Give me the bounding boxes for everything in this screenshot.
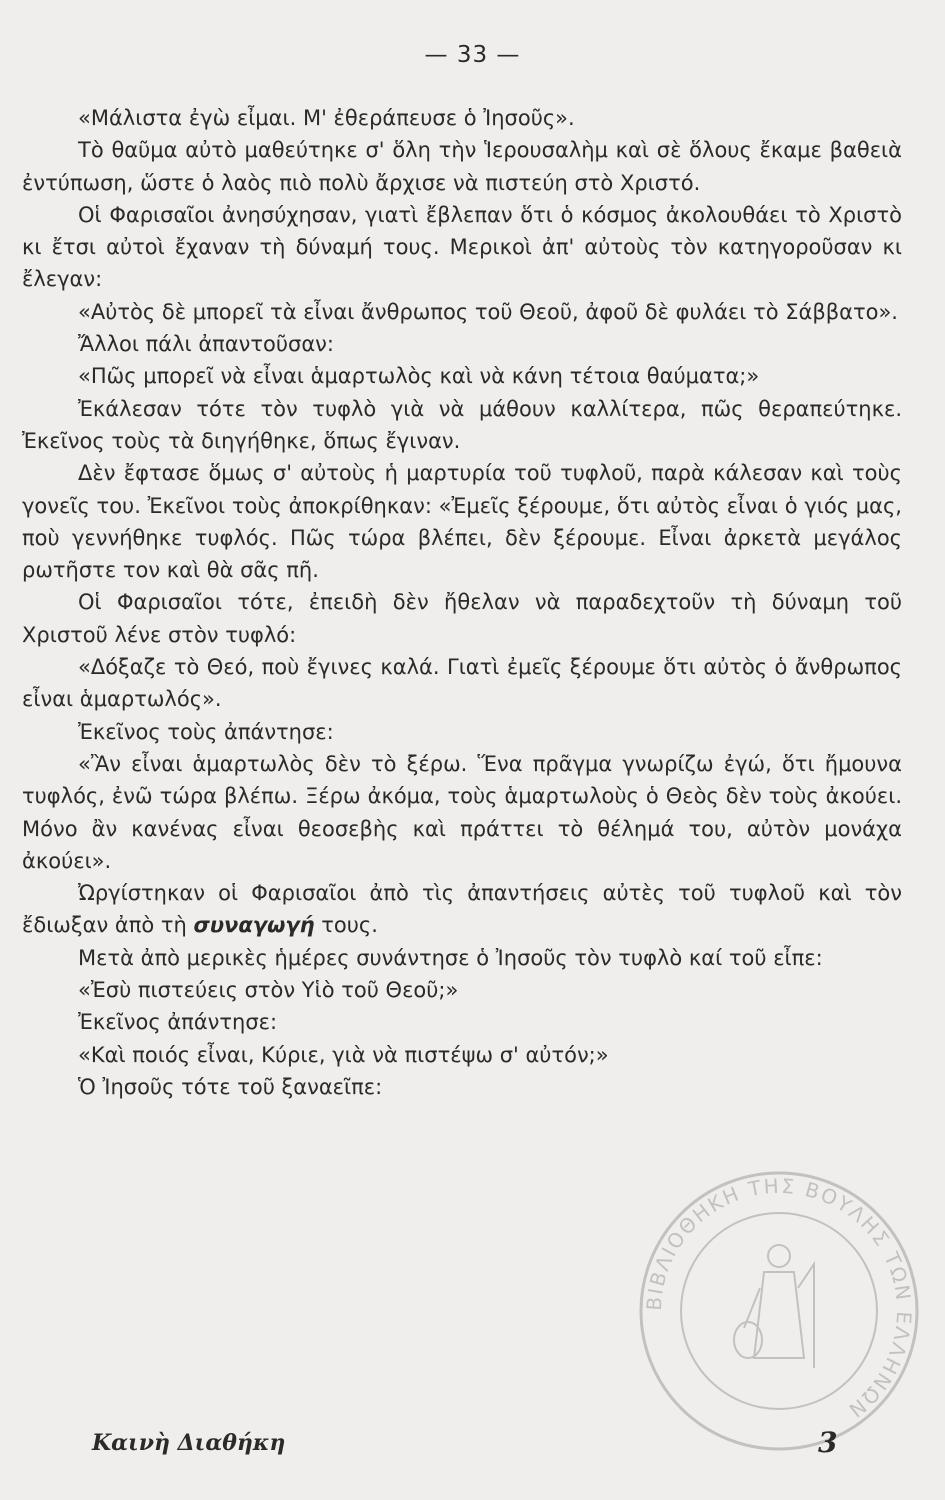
paragraph-3: Οἱ Φαρισαῖοι ἀνησύχησαν, γιατὶ ἔβλεπαν ὅτι ὁ κόσμος ἀκολουθάει τὸ Χριστὸ κι ἔτσι αὐτοὶ ἔχαναν τὴ δύναμή τους. Μερικοὶ ἀπ' αὐτοὺς τὸν κατηγοροῦσαν κι ἔλεγαν: bbox=[22, 202, 902, 292]
footer-signature: 3 bbox=[818, 1426, 838, 1459]
paragraph-13-start: Ὠργίστηκαν οἱ Φαρισαῖοι ἀπὸ τὶς ἀπαντήσεις αὐτὲς τοῦ τυφλοῦ καὶ τὸν ἔδιωξαν ἀπὸ τὴ bbox=[22, 881, 902, 938]
paragraph-9: Οἱ Φαρισαῖοι τότε, ἐπειδὴ δὲν ἤθελαν νὰ παραδεχτοῦν τὴ δύναμη τοῦ Χριστοῦ λένε στὸν τυφλό: bbox=[22, 590, 902, 647]
paragraph-4: «Αὐτὸς δὲ μπορεῖ τὰ εἶναι ἄνθρωπος τοῦ Θεοῦ, ἀφοῦ δὲ φυλάει τὸ Σάββατο». bbox=[78, 299, 898, 324]
paragraph-12: «Ἂν εἶναι ἁμαρτωλὸς δὲν τὸ ξέρω. Ἕνα πρᾶγμα γνωρίζω ἐγώ, ὅτι ἤμουνα τυφλός, ἐνῶ τώρα βλέπω. Ξέρω ἀκόμα, τοὺς ἁμαρτωλοὺς ὁ Θεὸς δὲν τοὺς ἀκούει. Μόνο ἂν κανένας εἶναι θεοσεβὴς καὶ πράττει τὸ θέλημά του, αὐτὸν μονάχα ἀκούει». bbox=[22, 751, 902, 873]
stamp-inner-ring bbox=[681, 1213, 877, 1409]
stamp-text-path: ΒΙΒΛΙΟΘΗΚΗ ΤΗΣ ΒΟΥΛΗΣ ΤΩΝ ΕΛΛΗΝΩΝ bbox=[641, 1173, 917, 1424]
paragraph-18: Ὁ Ἰησοῦς τότε τοῦ ξαναεῖπε: bbox=[78, 1074, 383, 1099]
stamp-outer-ring bbox=[641, 1173, 917, 1449]
emphasized-word: συναγωγή bbox=[193, 913, 315, 938]
athena-figure-icon bbox=[734, 1245, 814, 1368]
page-number: — 33 — bbox=[424, 42, 521, 68]
paragraph-5: Ἄλλοι πάλι ἀπαντοῦσαν: bbox=[78, 332, 334, 357]
library-stamp bbox=[636, 1168, 922, 1454]
paragraph-14: Μετὰ ἀπὸ μερικὲς ἡμέρες συνάντησε ὁ Ἰησοῦς τὸν τυφλὸ καί τοῦ εἶπε: bbox=[78, 945, 823, 970]
paragraph-13-end: τους. bbox=[314, 913, 378, 938]
paragraph-2: Τὸ θαῦμα αὐτὸ μαθεύτηκε σ' ὅλη τὴν Ἱερουσαλὴμ καὶ σὲ ὅλους ἔκαμε βαθειὰ ἐντύπωση, ὥστε ὁ λαὸς πιὸ πολὺ ἄρχισε νὰ πιστεύη στὸ Χριστό. bbox=[22, 138, 902, 195]
paragraph-13 bbox=[22, 877, 902, 942]
paragraph-6: «Πῶς μπορεῖ νὰ εἶναι ἁμαρτωλὸς καὶ νὰ κάνη τέτοια θαύματα;» bbox=[78, 364, 760, 389]
footer-title: Καινὴ Διαθήκη bbox=[92, 1430, 286, 1456]
stamp-text bbox=[642, 1174, 916, 1424]
paragraph-15: «Ἐσὺ πιστεύεις στὸν Υἱὸ τοῦ Θεοῦ;» bbox=[78, 978, 459, 1003]
paragraph-10: «Δόξαζε τὸ Θεό, ποὺ ἔγινες καλά. Γιατὶ ἐμεῖς ξέρουμε ὅτι αὐτὸς ὁ ἄνθρωπος εἶναι ἁμαρτωλός». bbox=[22, 655, 902, 712]
paragraph-16: Ἐκεῖνος ἀπάντησε: bbox=[78, 1010, 278, 1035]
paragraph-8: Δὲν ἔφτασε ὅμως σ' αὐτοὺς ἡ μαρτυρία τοῦ τυφλοῦ, παρὰ κάλεσαν καὶ τοὺς γονεῖς του. Ἐκεῖνοι τοὺς ἀποκρίθηκαν: «Ἐμεῖς ξέρουμε, ὅτι αὐτὸς εἶναι ὁ γιός μας, ποὺ γεννήθηκε τυφλός. Πῶς τώρα βλέπει, δὲν ξέρουμε. Εἶναι ἀρκετὰ μεγάλος ρωτῆστε τον καὶ θὰ σᾶς πῆ. bbox=[22, 461, 902, 583]
body-text bbox=[22, 102, 902, 1103]
paragraph-1: «Μάλιστα ἐγὼ εἶμαι. Μ' ἐθεράπευσε ὁ Ἰησοῦς». bbox=[78, 106, 575, 130]
paragraph-7: Ἐκάλεσαν τότε τὸν τυφλὸ γιὰ νὰ μάθουν καλλίτερα, πῶς θεραπεύτηκε. Ἐκεῖνος τοὺς τὰ διηγήθηκε, ὅπως ἔγιναν. bbox=[22, 396, 902, 453]
paragraph-17: «Καὶ ποιός εἶναι, Κύριε, γιὰ νὰ πιστέψω σ' αὐτόν;» bbox=[78, 1042, 609, 1067]
paragraph-11: Ἐκεῖνος τοὺς ἀπάντησε: bbox=[78, 719, 334, 744]
